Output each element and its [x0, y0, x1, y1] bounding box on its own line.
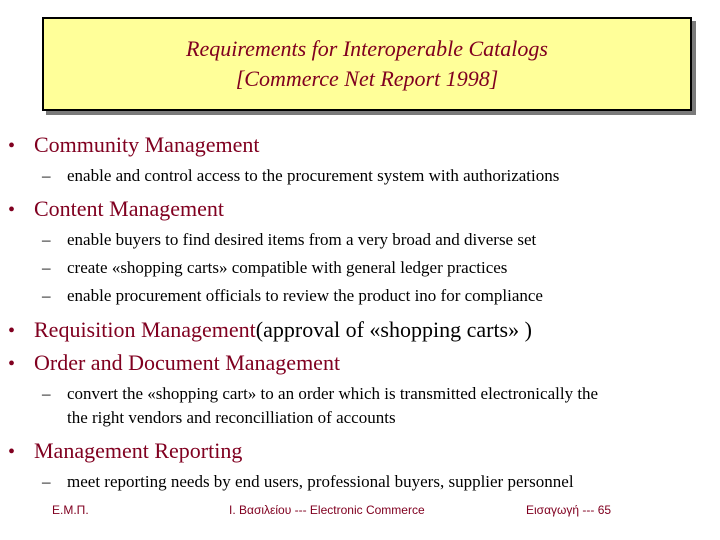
bullet-heading: Management Reporting [34, 438, 243, 463]
footer-left: Ε.Μ.Π. [52, 503, 89, 517]
sub-item-text: enable buyers to find desired items from a very broad and diverse set [67, 230, 537, 249]
sub-item-text: convert the «shopping cart» to an order which is transmitted electronically the [67, 384, 599, 403]
sub-item-text: enable procurement officials to review the product ino for compliance [67, 286, 543, 305]
sub-item [42, 166, 559, 186]
footer-page-number: Εισαγωγή --- 65 [526, 503, 612, 517]
dash-icon: – [42, 166, 51, 185]
bullet-content-management [8, 196, 224, 222]
dash-icon: – [42, 384, 51, 403]
bullet-dot-icon: • [8, 320, 16, 342]
title-box [42, 17, 692, 111]
bullet-order-document-management [8, 350, 340, 376]
sub-item-text: create «shopping carts» compatible with general ledger practices [67, 258, 508, 277]
slide-title: Requirements for Interoperable Catalogs [186, 36, 548, 61]
dash-icon: – [42, 230, 51, 249]
bullet-requisition-management [8, 317, 532, 343]
bullet-dot-icon: • [8, 353, 16, 375]
dash-icon: – [42, 258, 51, 277]
sub-item [42, 258, 507, 278]
bullet-heading: Requisition Management [34, 317, 256, 342]
bullet-dot-icon: • [8, 441, 16, 463]
bullet-heading: Content Management [34, 196, 225, 221]
sub-item-text: enable and control access to the procurement system with authorizations [67, 166, 560, 185]
sub-item-text: meet reporting needs by end users, professional buyers, supplier personnel [67, 472, 574, 491]
dash-icon: – [42, 286, 51, 305]
footer-center: Ι. Βασιλείου --- Electronic Commerce [229, 503, 425, 517]
sub-item-continuation: the right vendors and reconcilliation of accounts [67, 408, 396, 427]
bullet-heading: Community Management [34, 132, 260, 157]
bullet-management-reporting [8, 438, 242, 464]
bullet-dot-icon: • [8, 135, 16, 157]
bullet-heading: Order and Document Management [34, 350, 341, 375]
sub-item [42, 286, 543, 306]
sub-item [42, 384, 598, 404]
slide-subtitle: [Commerce Net Report 1998] [235, 66, 499, 91]
sub-item [42, 230, 536, 250]
bullet-community-management [8, 132, 259, 158]
bullet-dot-icon: • [8, 199, 16, 221]
sub-item [42, 472, 574, 492]
dash-icon: – [42, 472, 51, 491]
bullet-heading-suffix: (approval of «shopping carts» ) [255, 317, 532, 342]
